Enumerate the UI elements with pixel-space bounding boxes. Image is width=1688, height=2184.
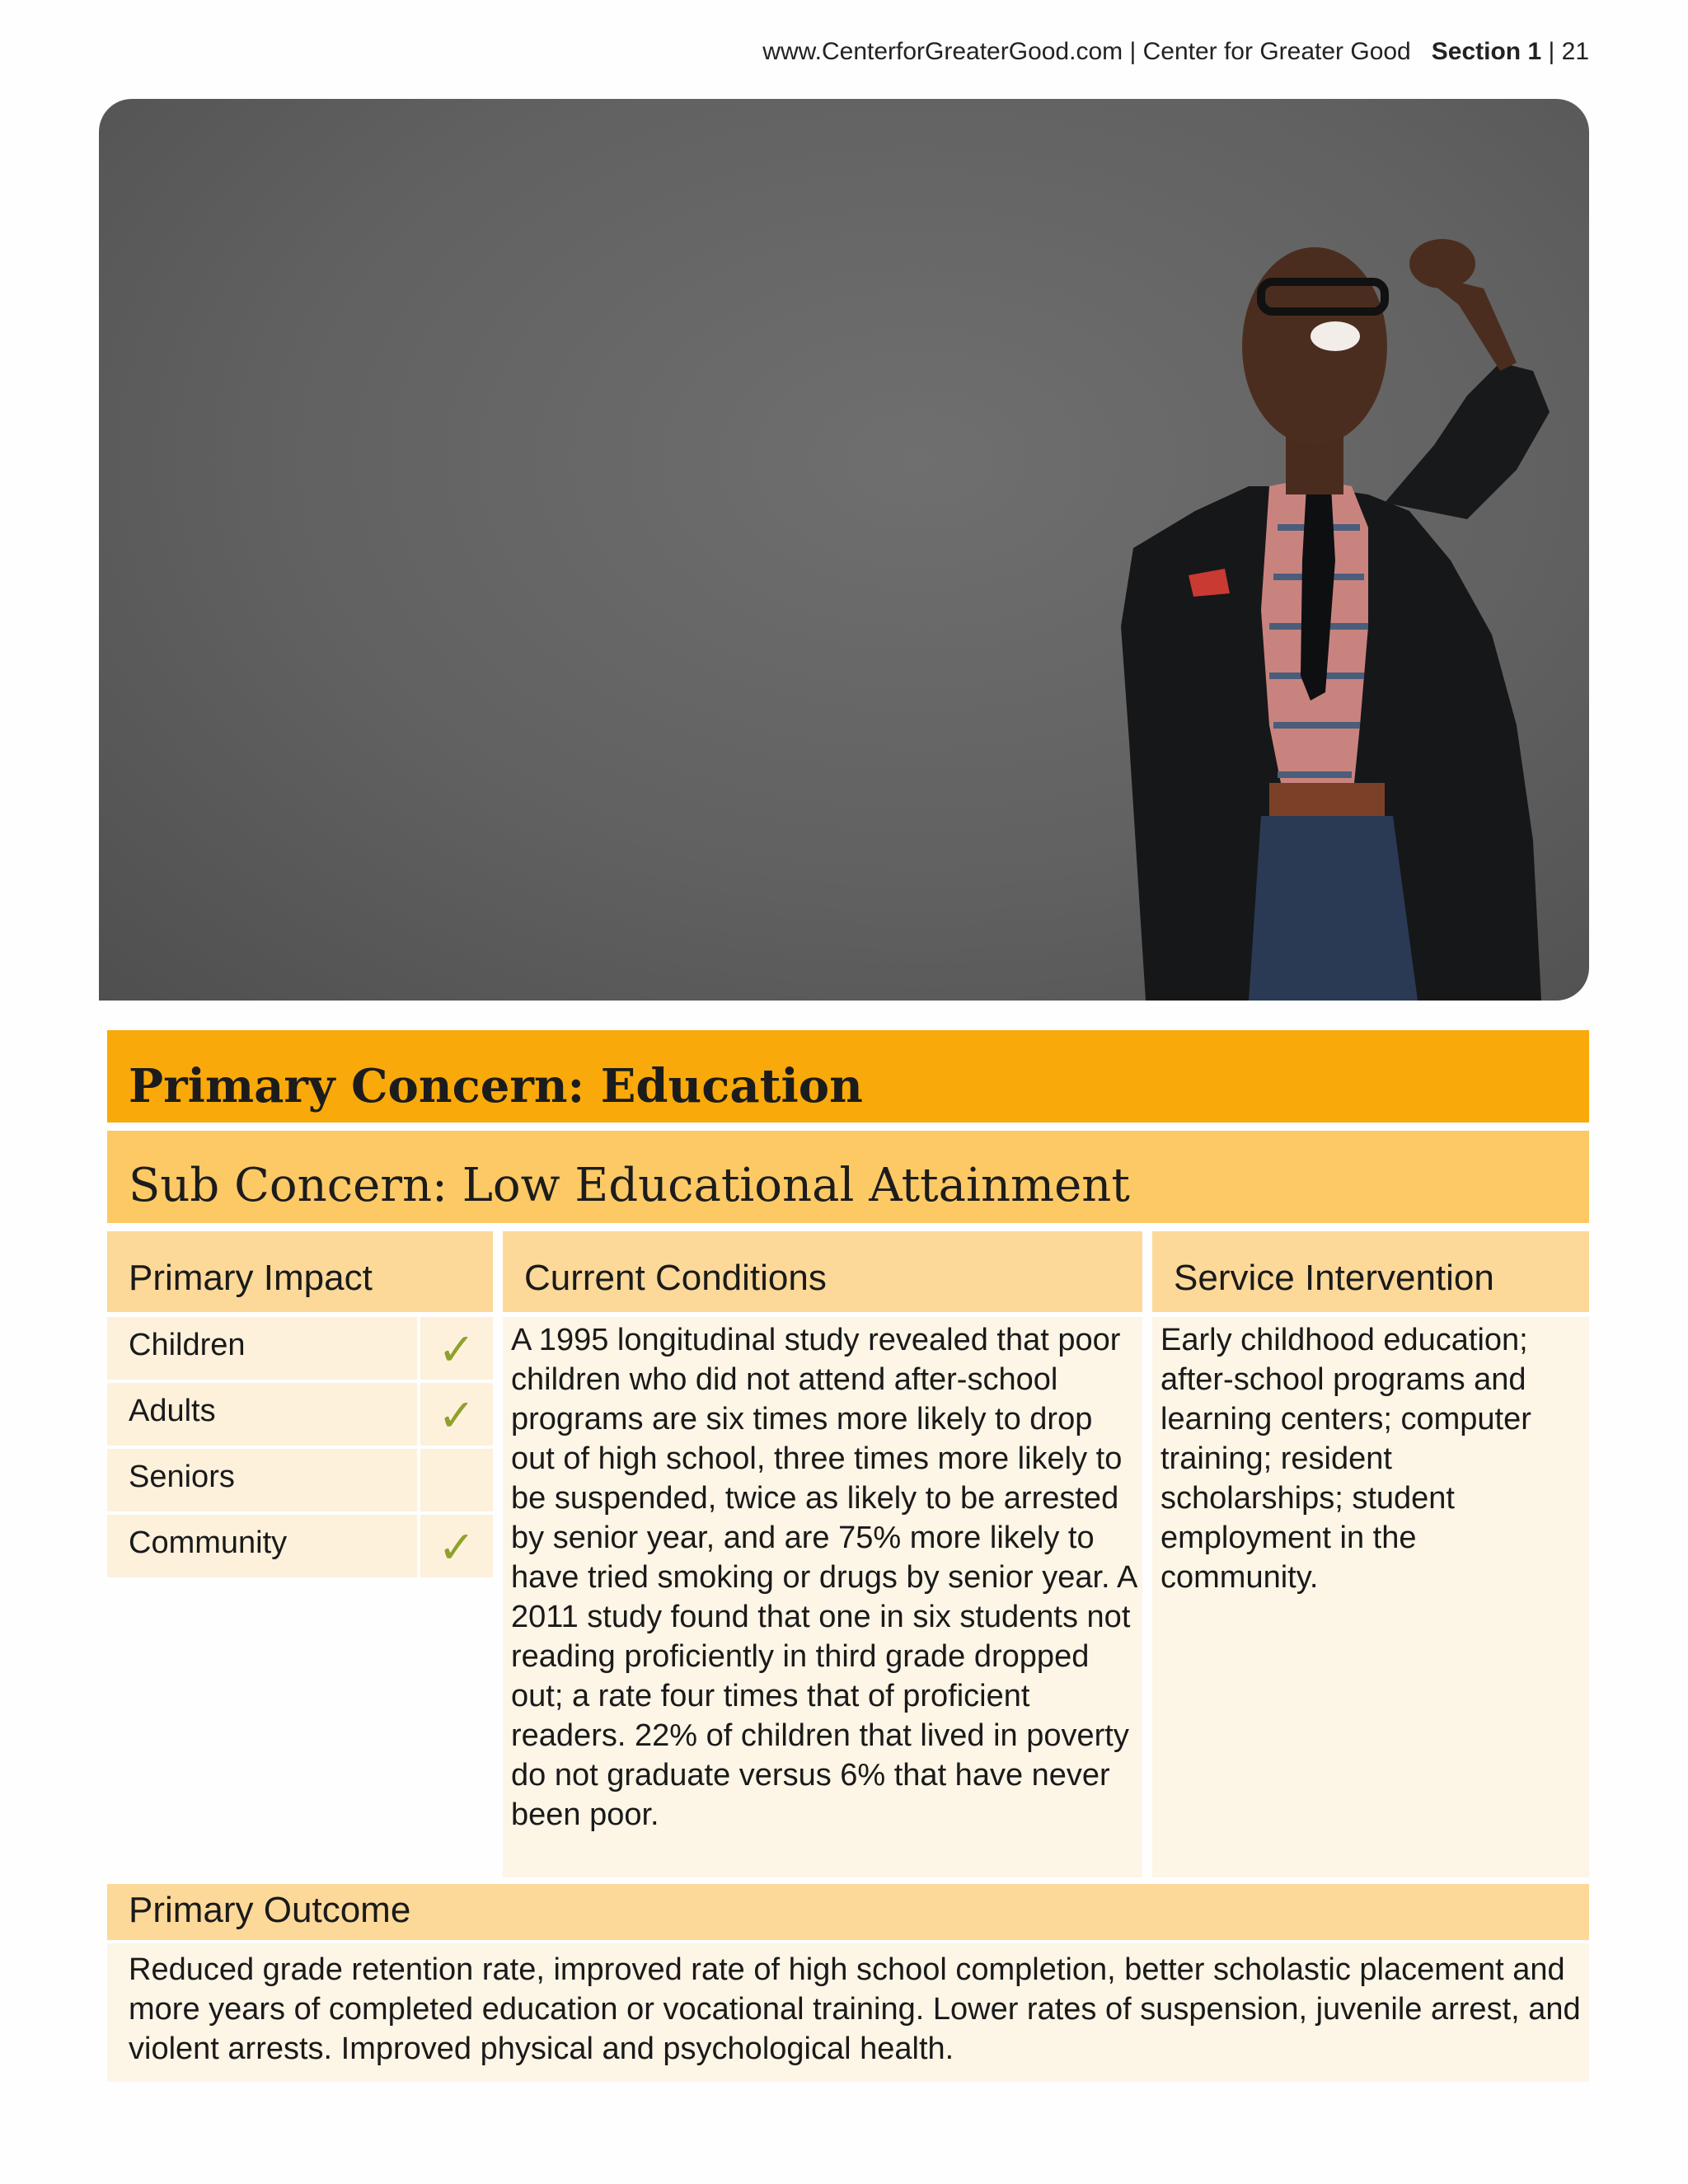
primary-outcome-heading: Primary Outcome xyxy=(107,1884,1589,1940)
impact-row-seniors xyxy=(107,1449,493,1511)
check-icon: ✓ xyxy=(420,1515,493,1577)
current-conditions-heading: Current Conditions xyxy=(503,1231,1142,1312)
check-empty xyxy=(420,1449,493,1511)
hero-photo xyxy=(99,99,1589,1001)
service-intervention-text: Early childhood education; after-school programs and learning centers; computer training; resident scholarships; student employment in the community. xyxy=(1152,1317,1589,1877)
impact-row-children xyxy=(107,1317,493,1380)
impact-label: Community xyxy=(107,1515,417,1577)
check-icon: ✓ xyxy=(420,1383,493,1446)
check-icon: ✓ xyxy=(420,1317,493,1380)
section-label: Section 1 xyxy=(1431,38,1542,65)
impact-label: Children xyxy=(107,1317,417,1380)
impact-label: Seniors xyxy=(107,1449,417,1511)
primary-concern-heading: Primary Concern: Education xyxy=(107,1030,1589,1122)
page-header xyxy=(762,38,1589,66)
impact-label: Adults xyxy=(107,1383,417,1446)
current-conditions-text: A 1995 longitudinal study revealed that poor children who did not attend after-school programs are six times more likely to drop out of high school, three times more likely to be suspended, twice as likely to be arrested by senior year, and are 75% more likely to have tried smoking or drugs by senior year. A 2011 study found that one in six students not reading proficiently in third grade dropped out; a rate four times that of proficient readers. 22% of children that lived in poverty do not graduate versus 6% that have never been poor. xyxy=(503,1317,1142,1877)
primary-impact-heading: Primary Impact xyxy=(107,1231,493,1312)
primary-outcome-text: Reduced grade retention rate, improved rate of high school completion, better scholastic placement and more years of completed education or vocational training. Lower rates of suspension, juvenile arrest, and violent arrests. Improved physical and psychological health. xyxy=(107,1943,1589,2082)
page-number: | 21 xyxy=(1548,38,1589,65)
site-name[interactable]: www.CenterforGreaterGood.com | Center for Greater Good xyxy=(762,38,1411,65)
impact-row-community xyxy=(107,1515,493,1577)
sub-concern-heading: Sub Concern: Low Educational Attainment xyxy=(107,1131,1589,1223)
impact-row-adults xyxy=(107,1383,493,1446)
service-intervention-heading: Service Intervention xyxy=(1152,1231,1589,1312)
